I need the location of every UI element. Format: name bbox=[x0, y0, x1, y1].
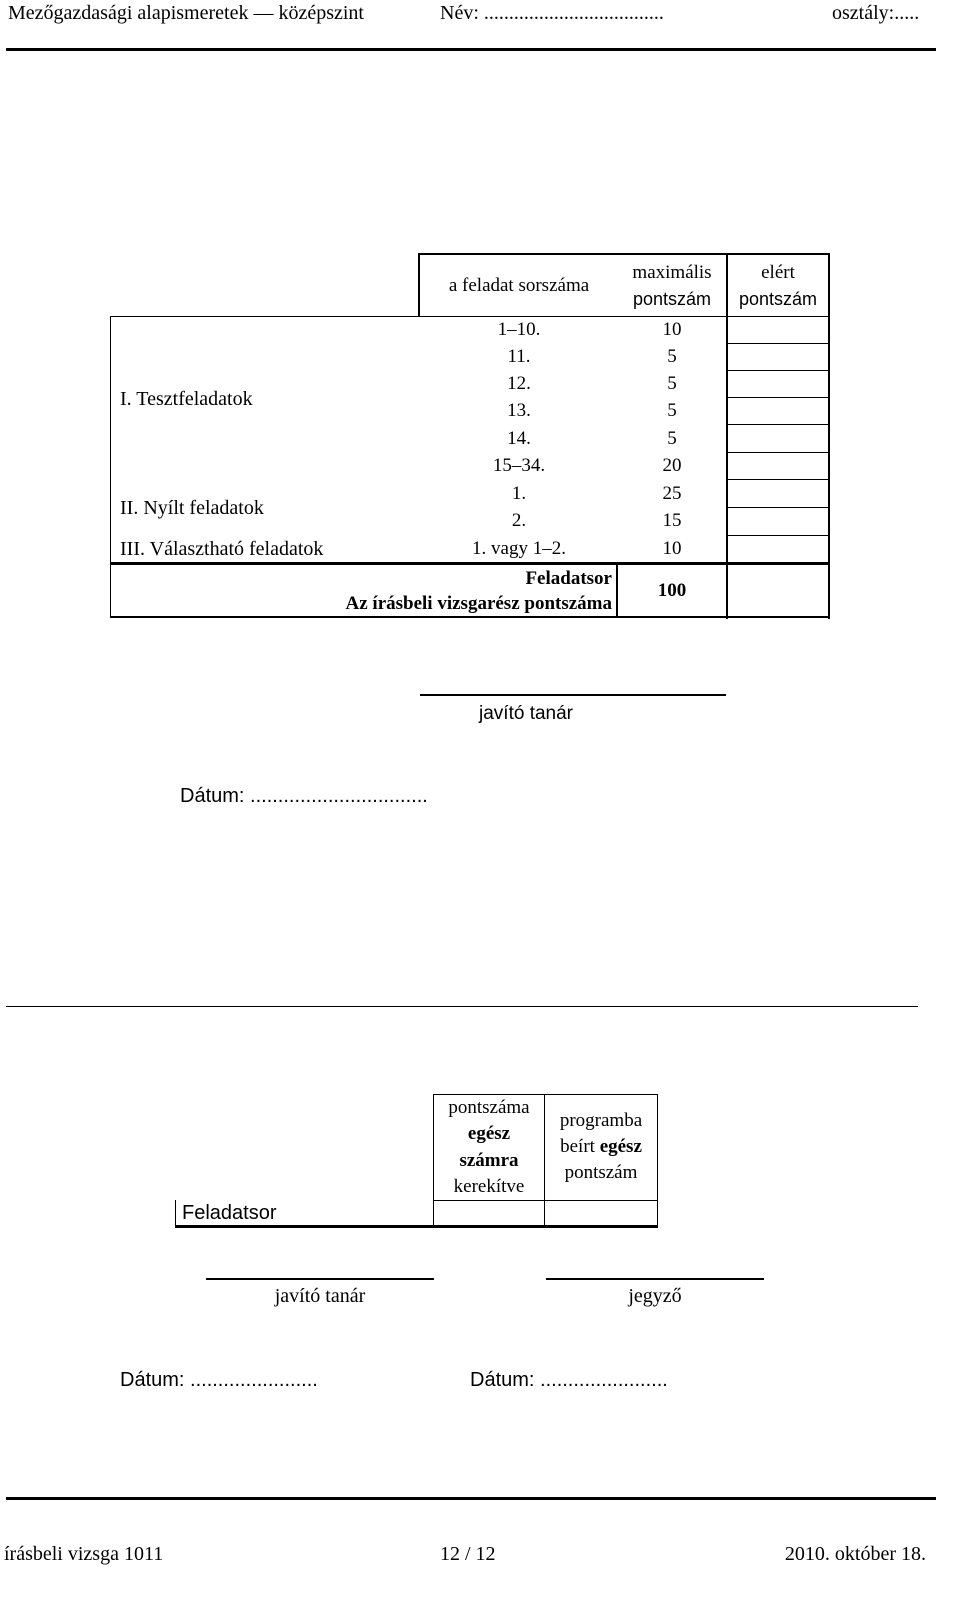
date-field-right: Dátum: ....................... bbox=[470, 1369, 668, 1391]
footer-rule bbox=[6, 1497, 936, 1500]
col-achieved-header-2: pontszám bbox=[738, 289, 818, 309]
rounded-points-line: számra bbox=[459, 1150, 519, 1171]
row-sep bbox=[726, 507, 830, 508]
rounded-points-line: egész bbox=[467, 1123, 511, 1144]
footer-left: írásbeli vizsga 1011 bbox=[4, 1543, 164, 1565]
max-points: 5 bbox=[667, 373, 677, 394]
signature-line bbox=[420, 694, 726, 696]
max-points: 5 bbox=[667, 346, 677, 367]
col-max-header-2: pontszám bbox=[632, 289, 712, 309]
task-number: 15–34. bbox=[492, 455, 546, 476]
signature-line-right bbox=[546, 1278, 764, 1280]
final-row-label: Feladatsor bbox=[182, 1202, 277, 1224]
total-max-points: 100 bbox=[657, 580, 687, 601]
task-number: 1. vagy 1–2. bbox=[472, 538, 566, 559]
program-points-line: programba bbox=[559, 1110, 643, 1131]
row-sep bbox=[726, 397, 830, 398]
total-row-top bbox=[110, 562, 830, 565]
rounded-points-line: pontszáma bbox=[448, 1097, 530, 1118]
col-max-header-1: maximális bbox=[632, 262, 712, 283]
final-table-right bbox=[657, 1094, 658, 1228]
class-field: osztály:..... bbox=[832, 2, 920, 24]
program-points-word: beírt bbox=[560, 1136, 600, 1157]
task-number: 13. bbox=[507, 400, 531, 421]
task-number: 2. bbox=[511, 510, 527, 531]
task-number: 11. bbox=[507, 346, 531, 367]
section-label-tests: I. Tesztfeladatok bbox=[120, 388, 253, 410]
max-points: 10 bbox=[662, 319, 682, 340]
row-sep bbox=[726, 343, 830, 344]
row-sep bbox=[726, 452, 830, 453]
max-points: 20 bbox=[662, 455, 682, 476]
program-points-line: pontszám bbox=[564, 1162, 638, 1183]
task-number: 1. bbox=[511, 483, 527, 504]
final-table-row-top bbox=[433, 1200, 658, 1201]
col-task-number-header: a feladat sorszáma bbox=[448, 275, 590, 296]
total-label-2: Az írásbeli vizsgarész pontszáma bbox=[345, 593, 612, 614]
final-table-bottom bbox=[175, 1225, 658, 1228]
program-points-bold: egész bbox=[599, 1136, 642, 1157]
program-points-line bbox=[545, 1136, 657, 1158]
table-header-bottom bbox=[110, 316, 830, 317]
max-points: 25 bbox=[662, 483, 682, 504]
footer-page: 12 / 12 bbox=[440, 1543, 496, 1565]
signature-line-left bbox=[206, 1278, 434, 1280]
date-field-left: Dátum: ....................... bbox=[120, 1369, 318, 1391]
col-achieved-header-1: elért bbox=[761, 262, 795, 283]
section-label-open: II. Nyílt feladatok bbox=[120, 497, 264, 519]
header-title: Mezőgazdasági alapismeretek — középszint bbox=[8, 2, 364, 24]
row-sep bbox=[726, 479, 830, 480]
notary-label: jegyző bbox=[628, 1285, 682, 1307]
corrector-label: javító tanár bbox=[479, 703, 573, 724]
rounded-points-line: kerekítve bbox=[453, 1176, 525, 1197]
max-points: 5 bbox=[667, 428, 677, 449]
section-divider bbox=[6, 1006, 918, 1007]
date-field: Dátum: ................................ bbox=[180, 785, 428, 807]
row-sep bbox=[726, 535, 830, 536]
corrector-label-2: javító tanár bbox=[274, 1285, 366, 1307]
final-table-top bbox=[433, 1094, 658, 1095]
row-sep bbox=[726, 370, 830, 371]
section-label-optional: III. Választható feladatok bbox=[120, 538, 324, 560]
row-sep bbox=[726, 424, 830, 425]
footer-date: 2010. október 18. bbox=[784, 1543, 926, 1565]
task-number: 1–10. bbox=[497, 319, 541, 340]
total-label-1: Feladatsor bbox=[525, 568, 612, 589]
max-points: 5 bbox=[667, 400, 677, 421]
task-number: 14. bbox=[507, 428, 531, 449]
table-left-border bbox=[110, 316, 111, 618]
max-points: 15 bbox=[662, 510, 682, 531]
name-field: Név: .................................... bbox=[440, 2, 664, 24]
final-table-left bbox=[175, 1200, 176, 1228]
table-header-left-border bbox=[418, 253, 420, 317]
max-points: 10 bbox=[662, 538, 682, 559]
task-number: 12. bbox=[507, 373, 531, 394]
table-top-border bbox=[418, 253, 830, 255]
header-rule bbox=[6, 48, 936, 51]
table-bottom-border bbox=[110, 616, 830, 618]
